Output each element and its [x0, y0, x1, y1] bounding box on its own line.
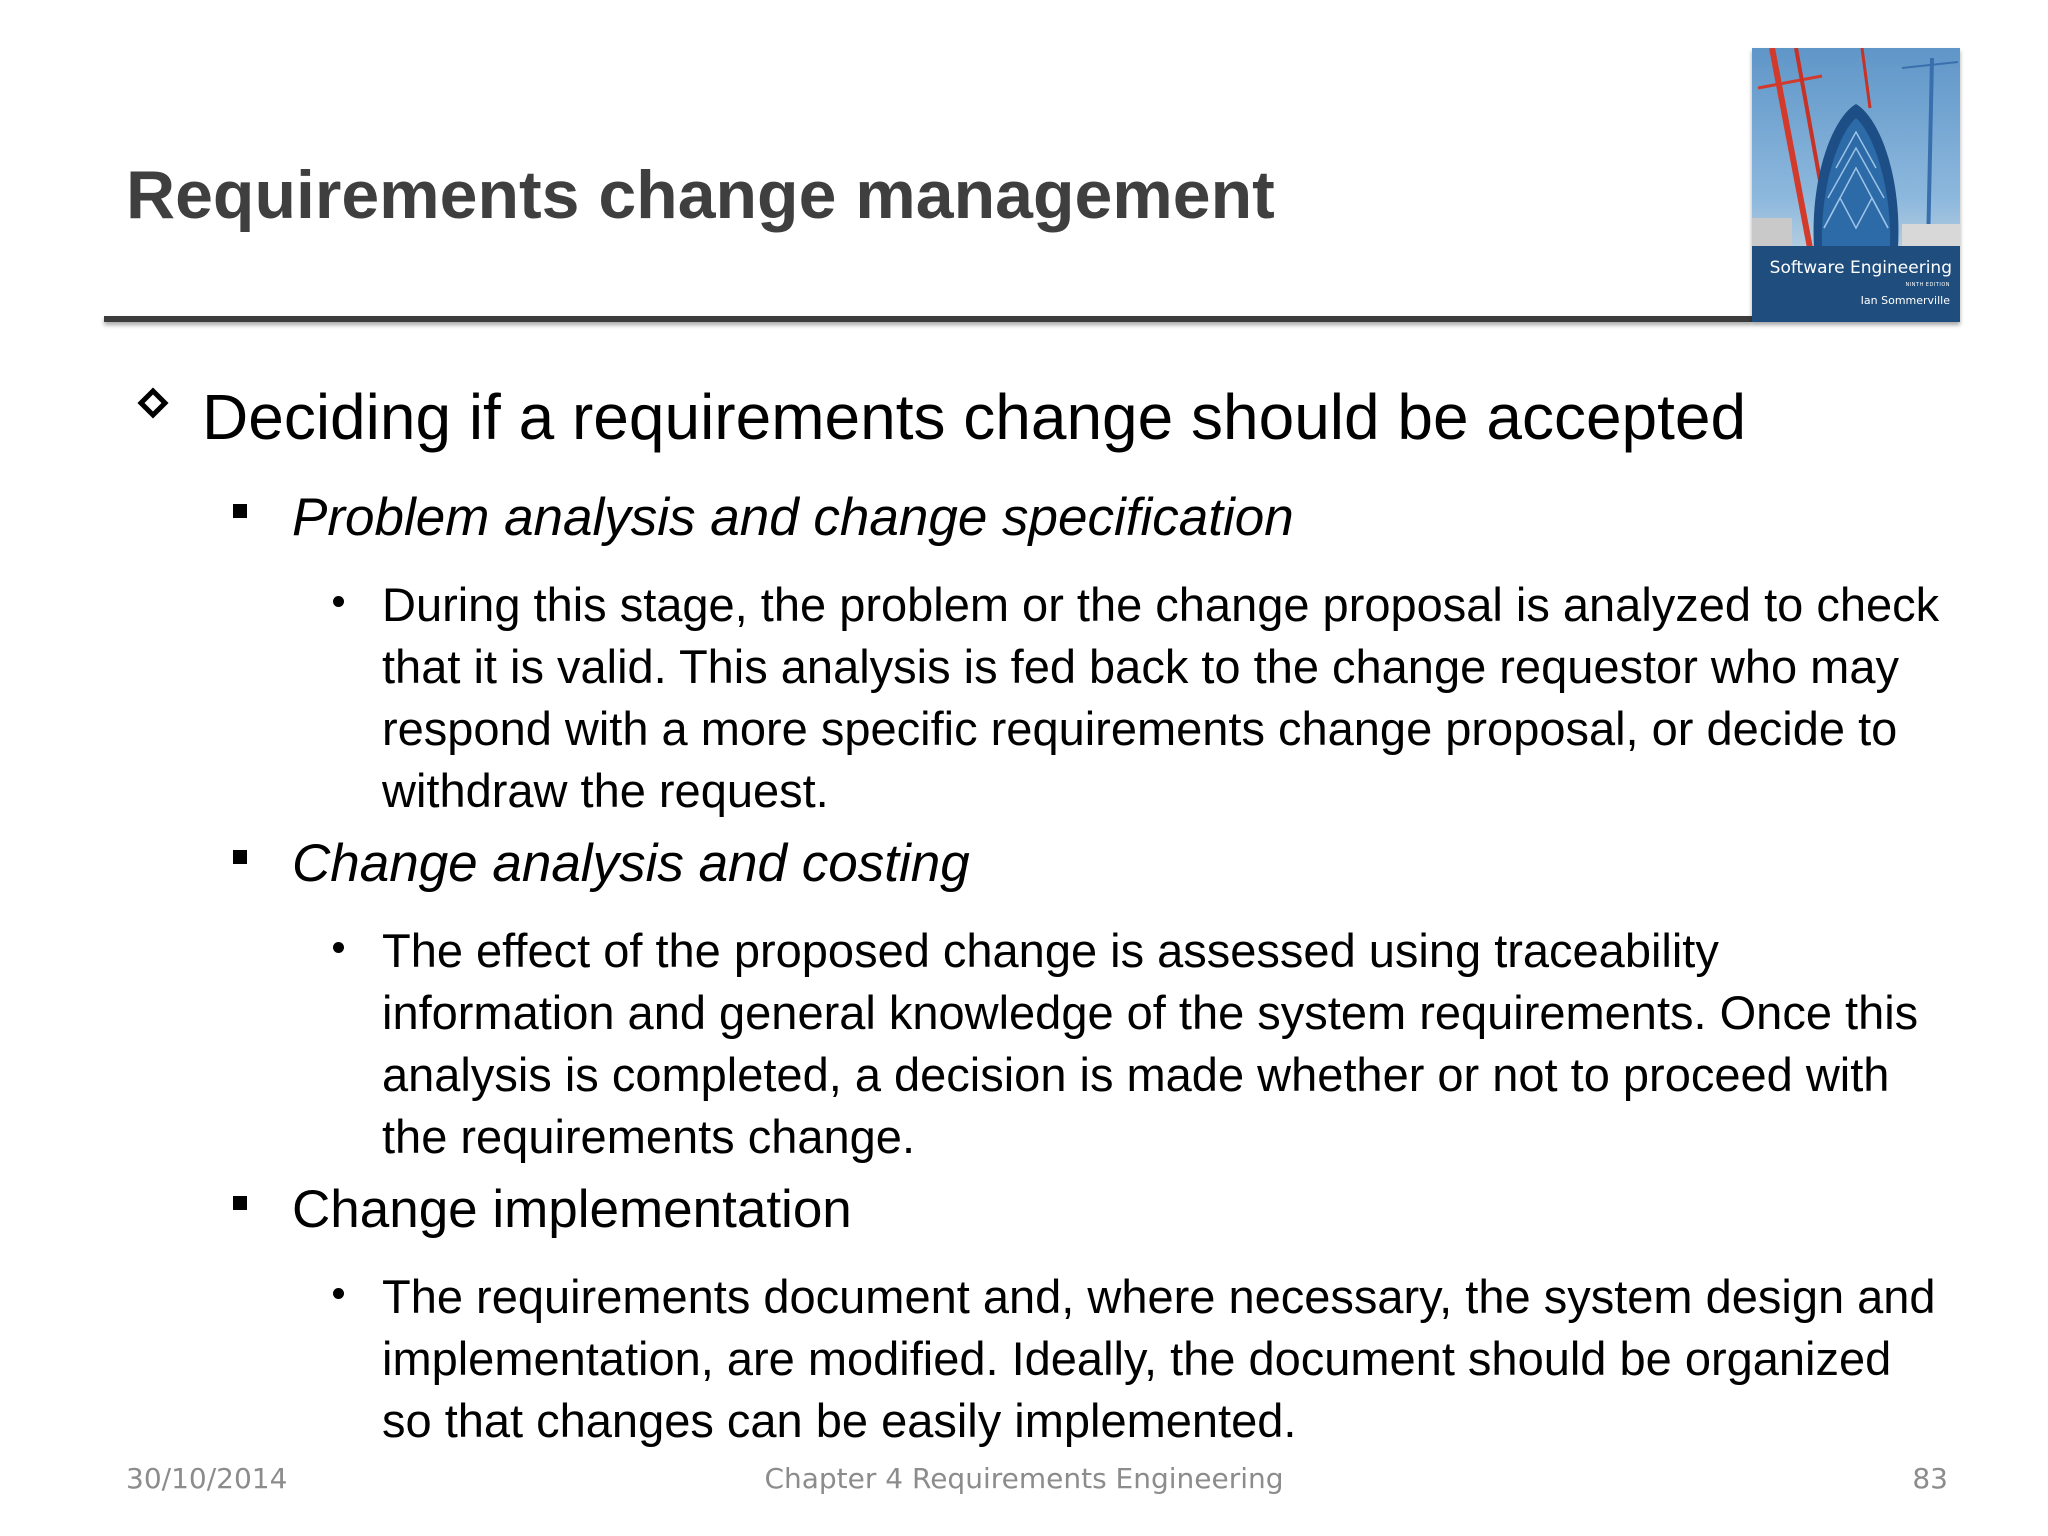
square-bullet-icon	[233, 1196, 247, 1210]
round-bullet-icon	[333, 942, 344, 953]
footer-chapter: Chapter 4 Requirements Engineering	[764, 1462, 1284, 1495]
section-heading: Change implementation	[292, 1180, 852, 1239]
round-bullet-icon	[333, 1288, 344, 1299]
main-bullet-text: Deciding if a requirements change should be accepted	[202, 381, 1747, 453]
square-bullet-icon	[233, 504, 247, 518]
footer-page-number: 83	[1912, 1462, 1948, 1495]
section-heading: Change analysis and costing	[292, 834, 970, 893]
round-bullet-icon	[333, 596, 344, 607]
footer-date: 30/10/2014	[126, 1462, 288, 1495]
book-cover-edition: NINTH EDITION	[1905, 282, 1950, 288]
slide-title: Requirements change management	[126, 157, 1275, 233]
section-detail: The effect of the proposed change is assessed using traceability information and general knowledge of the system requirements. Once this analysis is completed, a decision is made whether or not to proceed with the requirements change.	[382, 924, 1919, 1163]
section-heading: Problem analysis and change specification	[292, 488, 1294, 547]
book-cover-author: Ian Sommerville	[1860, 294, 1950, 307]
diamond-bullet-icon	[137, 387, 168, 418]
book-cover-title: Software Engineering	[1769, 258, 1952, 278]
section-detail: The requirements document and, where necessary, the system design and implementation, are modified. Ideally, the document should be organized so that changes can be easily implemented.	[382, 1270, 1936, 1447]
square-bullet-icon	[233, 850, 247, 864]
section-detail: During this stage, the problem or the change proposal is analyzed to check that it is valid. This analysis is fed back to the change requestor who may respond with a more specific requirements change proposal, or decide to withdraw the request.	[382, 578, 1940, 817]
